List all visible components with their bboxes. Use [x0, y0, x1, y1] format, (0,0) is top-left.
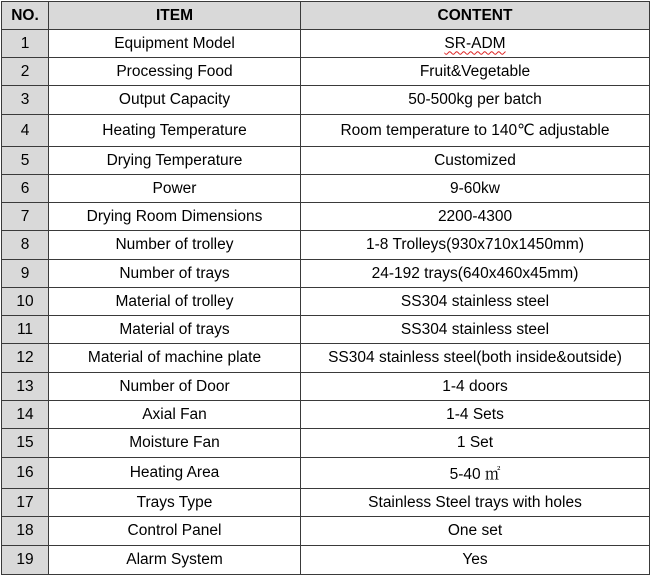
row-number: 17	[2, 489, 49, 517]
table-row	[2, 86, 650, 115]
row-item: Drying Temperature	[49, 147, 301, 175]
table-row	[2, 344, 650, 373]
row-number: 1	[2, 30, 49, 58]
row-item: Moisture Fan	[49, 429, 301, 458]
row-number: 16	[2, 458, 49, 489]
row-item: Alarm System	[49, 546, 301, 575]
row-content: SS304 stainless steel(both inside&outside)	[301, 344, 650, 373]
header-row	[2, 2, 650, 30]
row-number: 10	[2, 288, 49, 316]
row-item: Output Capacity	[49, 86, 301, 115]
row-number: 5	[2, 147, 49, 175]
row-item: Power	[49, 175, 301, 203]
table-row	[2, 58, 650, 86]
row-number: 2	[2, 58, 49, 86]
header-no: NO.	[2, 2, 49, 30]
row-item: Number of trays	[49, 260, 301, 288]
table-row	[2, 115, 650, 147]
table-body	[2, 30, 650, 575]
row-item: Trays Type	[49, 489, 301, 517]
table-row	[2, 175, 650, 203]
row-item: Material of trays	[49, 316, 301, 344]
row-number: 3	[2, 86, 49, 115]
row-item: Equipment Model	[49, 30, 301, 58]
row-number: 12	[2, 344, 49, 373]
table-row	[2, 429, 650, 458]
row-item: Material of machine plate	[49, 344, 301, 373]
row-number: 9	[2, 260, 49, 288]
row-content: 1-8 Trolleys(930x710x1450mm)	[301, 231, 650, 260]
table-row	[2, 288, 650, 316]
row-number: 15	[2, 429, 49, 458]
table-row	[2, 316, 650, 344]
table-row	[2, 260, 650, 288]
row-item: Heating Area	[49, 458, 301, 489]
row-number: 19	[2, 546, 49, 575]
row-content: One set	[301, 517, 650, 546]
row-content: 24-192 trays(640x460x45mm)	[301, 260, 650, 288]
row-content: Yes	[301, 546, 650, 575]
table-row	[2, 203, 650, 231]
row-content: 9-60kw	[301, 175, 650, 203]
row-content: 1 Set	[301, 429, 650, 458]
row-item: Number of Door	[49, 373, 301, 401]
row-content: SR-ADM	[301, 30, 650, 58]
row-item: Material of trolley	[49, 288, 301, 316]
table-row	[2, 546, 650, 575]
row-item: Processing Food	[49, 58, 301, 86]
row-content: Stainless Steel trays with holes	[301, 489, 650, 517]
row-number: 8	[2, 231, 49, 260]
row-number: 7	[2, 203, 49, 231]
row-content: Customized	[301, 147, 650, 175]
row-content: Fruit&Vegetable	[301, 58, 650, 86]
table-row	[2, 489, 650, 517]
table-row	[2, 147, 650, 175]
table-row	[2, 517, 650, 546]
header-item: ITEM	[49, 2, 301, 30]
row-content: 50-500kg per batch	[301, 86, 650, 115]
row-content: 1-4 doors	[301, 373, 650, 401]
row-number: 11	[2, 316, 49, 344]
specification-table	[1, 1, 650, 575]
table-row	[2, 373, 650, 401]
row-number: 18	[2, 517, 49, 546]
row-content: Room temperature to 140℃ adjustable	[301, 115, 650, 147]
table-row	[2, 458, 650, 489]
table-row	[2, 401, 650, 429]
header-content: CONTENT	[301, 2, 650, 30]
row-content: 2200-4300	[301, 203, 650, 231]
table-row	[2, 231, 650, 260]
table-row	[2, 30, 650, 58]
row-content: 5-40 ㎡	[301, 458, 650, 489]
row-content: 1-4 Sets	[301, 401, 650, 429]
row-content: SS304 stainless steel	[301, 288, 650, 316]
row-number: 6	[2, 175, 49, 203]
row-item: Drying Room Dimensions	[49, 203, 301, 231]
row-content: SS304 stainless steel	[301, 316, 650, 344]
row-number: 14	[2, 401, 49, 429]
row-item: Axial Fan	[49, 401, 301, 429]
row-number: 4	[2, 115, 49, 147]
row-item: Control Panel	[49, 517, 301, 546]
row-item: Number of trolley	[49, 231, 301, 260]
row-item: Heating Temperature	[49, 115, 301, 147]
row-number: 13	[2, 373, 49, 401]
